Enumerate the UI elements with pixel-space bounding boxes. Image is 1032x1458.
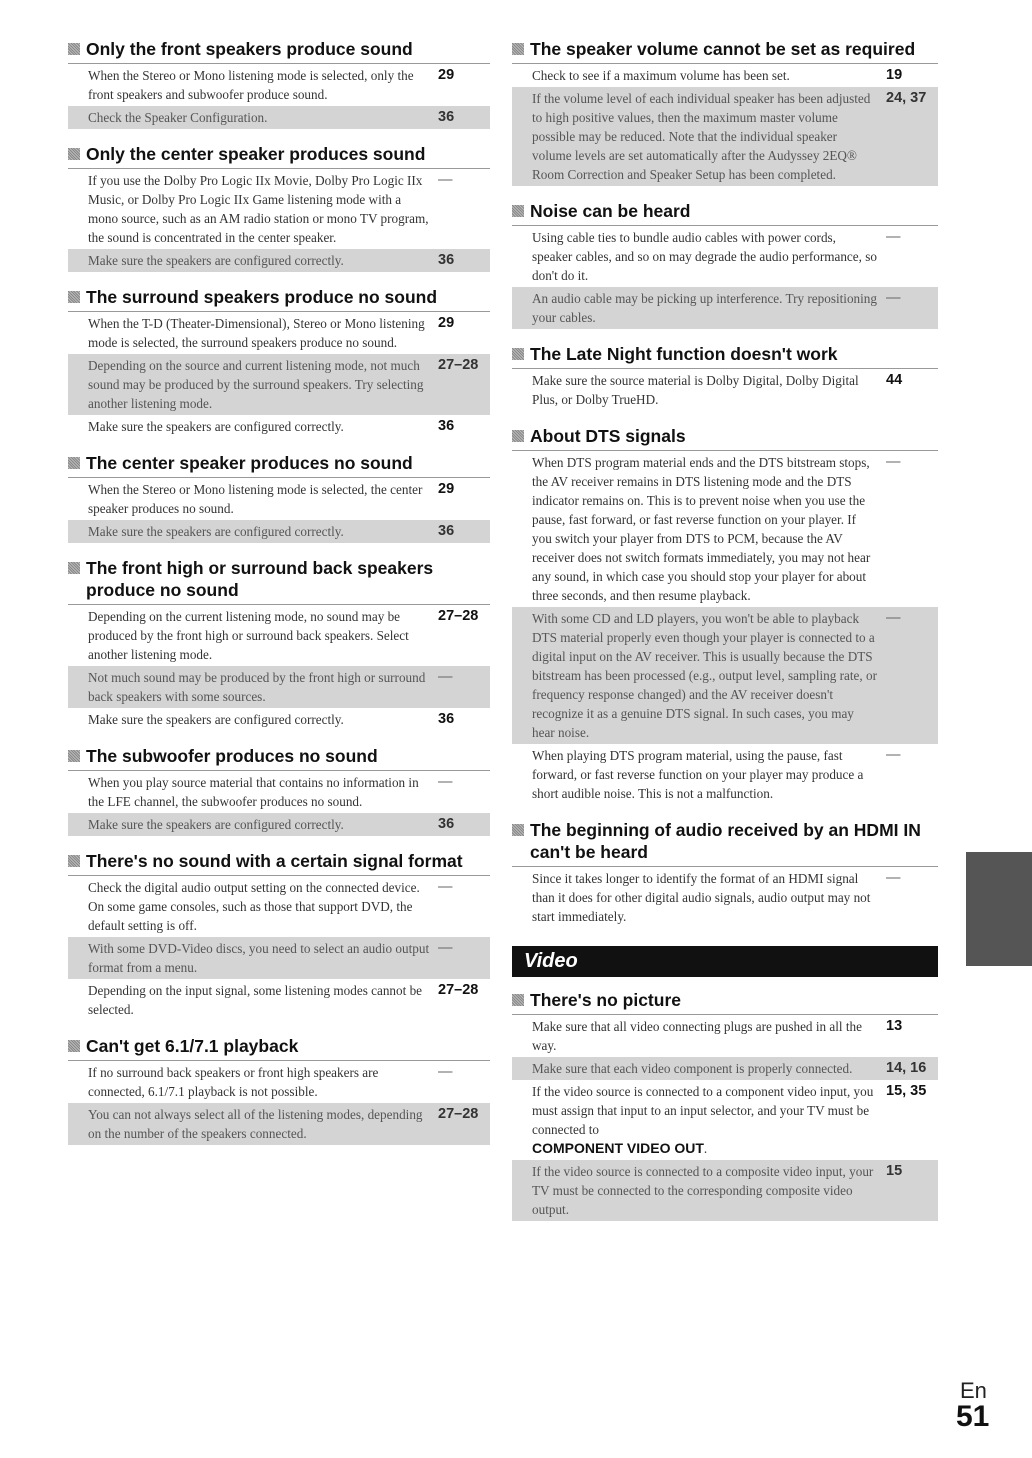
section [68, 850, 490, 1021]
section-title: Only the center speaker produces sound [68, 143, 490, 165]
square-bullet-icon [68, 1040, 80, 1052]
page-ref: — [886, 870, 901, 886]
list-item: Check the digital audio output setting on the connected device. On some game consoles, such as those that support DVD, the default setting is off. — [68, 876, 490, 937]
list-item: If the volume level of each individual speaker has been adjusted to high positive values, then the maximum master volume possible may be reduced. Note that the individual speaker volume levels are set automatically after the Audyssey 2EQ® Room Correction and Speaker Setup has been completed. 24, 37 [512, 87, 938, 186]
page-ref: 24, 37 [886, 90, 927, 106]
page-ref: — [886, 290, 901, 306]
list-item: When playing DTS program material, using the pause, fast forward, or fast reverse function on your player may produce a short audible noise. This is not a malfunction. — [512, 744, 938, 805]
list-item: Make sure the speakers are configured correctly. 36 [68, 415, 490, 438]
list-item: Depending on the input signal, some listening modes cannot be selected. 27–28 [68, 979, 490, 1021]
section [68, 745, 490, 836]
section-title: The speaker volume cannot be set as required [512, 38, 938, 60]
video-heading: Video [512, 946, 938, 977]
section [512, 343, 938, 411]
square-bullet-icon [512, 430, 524, 442]
list-item: You can not always select all of the listening modes, depending on the number of the speakers connected. 27–28 [68, 1103, 490, 1145]
page-ref: 36 [438, 109, 455, 125]
page-ref: 29 [438, 481, 455, 497]
list-item: Make sure the source material is Dolby Digital, Dolby Digital Plus, or Dolby TrueHD. 44 [512, 369, 938, 411]
square-bullet-icon [68, 457, 80, 469]
section [68, 38, 490, 129]
page-ref: 29 [438, 315, 455, 331]
list-item: Check the Speaker Configuration. 36 [68, 106, 490, 129]
section [68, 452, 490, 543]
page-ref: 14, 16 [886, 1060, 927, 1076]
page-ref: 36 [438, 418, 455, 434]
section [68, 143, 490, 272]
section-title: The center speaker produces no sound [68, 452, 490, 474]
page-ref: 36 [438, 523, 455, 539]
list-item: If the video source is connected to a component video input, you must assign that input to an input selector, and your TV must be connected to COMPONENT VIDEO OUT. 15, 35 [512, 1080, 938, 1160]
section-title: The Late Night function doesn't work [512, 343, 938, 365]
page-ref: — [438, 1064, 453, 1080]
section-title: There's no picture [512, 989, 938, 1011]
section [68, 557, 490, 731]
list-item: Make sure the speakers are configured correctly. 36 [68, 813, 490, 836]
square-bullet-icon [512, 994, 524, 1006]
list-item: Not much sound may be produced by the front high or surround back speakers with some sources. — [68, 666, 490, 708]
square-bullet-icon [512, 348, 524, 360]
section-title: Noise can be heard [512, 200, 938, 222]
page-ref: — [886, 610, 901, 626]
list-item: If no surround back speakers or front high speakers are connected, 6.1/7.1 playback is not possible. — [68, 1061, 490, 1103]
page-ref: 44 [886, 372, 903, 388]
square-bullet-icon [68, 148, 80, 160]
list-item: With some DVD-Video discs, you need to select an audio output format from a menu. — [68, 937, 490, 979]
page-number: 51 [956, 1400, 990, 1433]
list-item: Using cable ties to bundle audio cables with power cords, speaker cables, and so on may degrade the audio performance, so don't do it. — [512, 226, 938, 287]
list-item: When the T-D (Theater-Dimensional), Stereo or Mono listening mode is selected, the surround speakers produce no sound. 29 [68, 312, 490, 354]
section [68, 286, 490, 438]
section-title: The beginning of audio received by an HDMI IN can't be heard [512, 819, 938, 863]
page-ref: 36 [438, 252, 455, 268]
page-ref: — [438, 669, 453, 685]
left-column [68, 38, 490, 1159]
page-ref: 13 [886, 1018, 903, 1034]
page-ref: 27–28 [438, 982, 479, 998]
list-item: Since it takes longer to identify the format of an HDMI signal than it does for other digital audio signals, audio output may not start immediately. — [512, 867, 938, 928]
list-item: An audio cable may be picking up interference. Try repositioning your cables. — [512, 287, 938, 329]
list-item: With some CD and LD players, you won't be able to playback DTS material properly even though your player is connected to a digital input on the AV receiver. This is usually because the DTS bitstream has been processed (e.g., output level, sampling rate, or frequency response changed) and the AV receiver doesn't recognize it as a genuine DTS signal. In such cases, you may hear noise. — [512, 607, 938, 744]
page-ref: — [438, 172, 453, 188]
section-title: Only the front speakers produce sound [68, 38, 490, 60]
page-ref: — [438, 940, 453, 956]
right-column [512, 38, 938, 1235]
page-ref: — [438, 879, 453, 895]
page-ref: — [886, 747, 901, 763]
page-ref: 36 [438, 816, 455, 832]
component-video-out-label: COMPONENT VIDEO OUT [532, 1140, 704, 1156]
section [512, 38, 938, 186]
page-ref: 27–28 [438, 357, 479, 373]
square-bullet-icon [512, 824, 524, 836]
list-item: When the Stereo or Mono listening mode is selected, only the front speakers and subwoofer produce sound. 29 [68, 64, 490, 106]
section [512, 425, 938, 805]
page-language: En [960, 1378, 987, 1403]
page-ref: 29 [438, 67, 455, 83]
list-item: Depending on the current listening mode, no sound may be produced by the front high or surround back speakers. Select another listening mode. 27–28 [68, 605, 490, 666]
list-item: Make sure the speakers are configured correctly. 36 [68, 249, 490, 272]
square-bullet-icon [68, 855, 80, 867]
square-bullet-icon [512, 43, 524, 55]
square-bullet-icon [68, 291, 80, 303]
list-item: When the Stereo or Mono listening mode is selected, the center speaker produces no sound. 29 [68, 478, 490, 520]
list-item: Make sure that each video component is properly connected. 14, 16 [512, 1057, 938, 1080]
section-title: About DTS signals [512, 425, 938, 447]
section [512, 200, 938, 329]
section-title: Can't get 6.1/7.1 playback [68, 1035, 490, 1057]
section-title: The subwoofer produces no sound [68, 745, 490, 767]
page-ref: 36 [438, 711, 455, 727]
list-item: Make sure that all video connecting plugs are pushed in all the way. 13 [512, 1015, 938, 1057]
square-bullet-icon [68, 750, 80, 762]
page-ref: 15 [886, 1163, 903, 1179]
section [512, 819, 938, 928]
page-ref: 15, 35 [886, 1083, 927, 1099]
side-tab [966, 852, 1032, 966]
list-item: Depending on the source and current listening mode, not much sound may be produced by the surround speakers. Try selecting another listening mode. 27–28 [68, 354, 490, 415]
section-title: There's no sound with a certain signal format [68, 850, 490, 872]
list-item: Make sure the speakers are configured correctly. 36 [68, 708, 490, 731]
page-ref: — [438, 774, 453, 790]
square-bullet-icon [68, 43, 80, 55]
list-item: When DTS program material ends and the DTS bitstream stops, the AV receiver remains in DTS listening mode and the DTS indicator remains on. This is to prevent noise when you use the pause, fast forward, or fast reverse function on your player. If you switch your player from DTS to PCM, because the AV receiver does not switch formats immediately, you may not hear any sound, in which case you should stop your player for about three seconds, and then resume playback. — [512, 451, 938, 607]
section-title: The surround speakers produce no sound [68, 286, 490, 308]
list-item: Check to see if a maximum volume has been set. 19 [512, 64, 938, 87]
square-bullet-icon [68, 562, 80, 574]
page-ref: 27–28 [438, 1106, 479, 1122]
section-title: The front high or surround back speakers produce no sound [68, 557, 490, 601]
section [512, 989, 938, 1221]
page-ref: — [886, 229, 901, 245]
list-item: If the video source is connected to a composite video input, your TV must be connected to the corresponding composite video output. 15 [512, 1160, 938, 1221]
page-ref: 27–28 [438, 608, 479, 624]
page-ref: 19 [886, 67, 903, 83]
page-ref: — [886, 454, 901, 470]
square-bullet-icon [512, 205, 524, 217]
section [68, 1035, 490, 1145]
list-item: When you play source material that contains no information in the LFE channel, the subwoofer produces no sound. — [68, 771, 490, 813]
list-item: Make sure the speakers are configured correctly. 36 [68, 520, 490, 543]
list-item: If you use the Dolby Pro Logic IIx Movie, Dolby Pro Logic IIx Music, or Dolby Pro Logic IIx Game listening mode with a mono source, such as an AM radio station or mono TV program, the sound is concentrated in the center speaker. — [68, 169, 490, 249]
